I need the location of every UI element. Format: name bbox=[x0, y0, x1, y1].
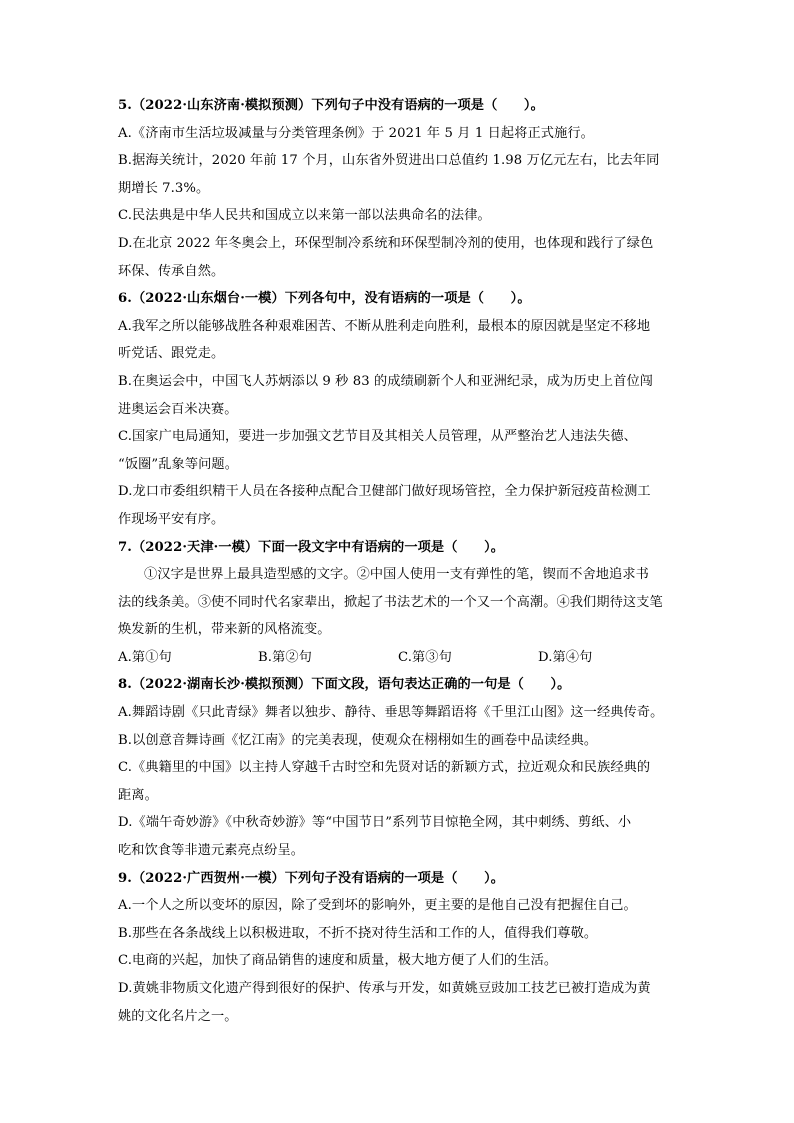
choice-a: A.第①句 bbox=[118, 649, 172, 665]
question-8 bbox=[118, 671, 678, 864]
option-line: C.电商的兴起，加快了商品销售的速度和质量，极大地方便了人们的生活。 bbox=[118, 953, 558, 969]
option-line: A.我军之所以能够战胜各种艰难困苦、不断从胜利走向胜利，最根本的原因就是坚定不移地 bbox=[118, 318, 651, 334]
passage-line: 焕发新的生机，带来新的风格流变。 bbox=[118, 622, 331, 638]
option-line: B.那些在各条战线上以积极进取，不折不挠对待生活和工作的人，值得我们尊敬。 bbox=[118, 925, 598, 941]
option-line: 吃和饮食等非遗元素亮点纷呈。 bbox=[118, 843, 305, 859]
option-line: 进奥运会百米决赛。 bbox=[118, 401, 238, 417]
option-line: C.国家广电局通知，要进一步加强文艺节目及其相关人员管理，从严整治艺人违法失德、 bbox=[118, 429, 637, 445]
question-title: 8.（2022·湖南长沙·模拟预测）下面文段，语句表达正确的一句是（ ）。 bbox=[118, 677, 571, 693]
option-line: A.舞蹈诗剧《只此青绿》舞者以独步、静待、垂思等舞蹈语将《千里江山图》这一经典传奇。 bbox=[118, 705, 664, 721]
option-line: B.在奥运会中，中国飞人苏炳添以 9 秒 83 的成绩刷新个人和亚洲纪录，成为历史上首位闯 bbox=[118, 373, 654, 389]
question-title: 6.（2022·山东烟台·一模）下列各句中，没有语病的一项是（ ）。 bbox=[118, 291, 531, 307]
option-line: 期增长 7.3%。 bbox=[118, 180, 210, 196]
question-6 bbox=[118, 285, 678, 533]
choice-b: B.第②句 bbox=[258, 649, 312, 665]
option-line: 听党话、跟党走。 bbox=[118, 346, 225, 362]
question-5 bbox=[118, 92, 678, 285]
question-title: 9.（2022·广西贺州·一模）下列句子没有语病的一项是（ ）。 bbox=[118, 870, 505, 886]
passage-line: 法的线条美。③使不同时代名家辈出，掀起了书法艺术的一个又一个高潮。④我们期待这支笔 bbox=[118, 594, 663, 610]
question-title: 5.（2022·山东济南·模拟预测）下列句子中没有语病的一项是（ ）。 bbox=[118, 98, 544, 113]
option-line: 距离。 bbox=[118, 787, 158, 803]
option-line: C.民法典是中华人民共和国成立以来第一部以法典命名的法律。 bbox=[118, 208, 491, 224]
passage-line: ①汉字是世界上最具造型感的文字。②中国人使用一支有弹性的笔，锲而不舍地追求书 bbox=[144, 567, 649, 583]
option-line: A.《济南市生活垃圾减量与分类管理条例》于 2021 年 5 月 1 日起将正式施行。 bbox=[118, 125, 594, 141]
option-line: C.《典籍里的中国》以主持人穿越千古时空和先贤对话的新颖方式，拉近观众和民族经典的 bbox=[118, 760, 651, 776]
option-line: B.以创意音舞诗画《忆江南》的完美表现，使观众在栩栩如生的画卷中品读经典。 bbox=[118, 732, 598, 748]
question-9 bbox=[118, 865, 678, 1031]
choice-d: D.第④句 bbox=[538, 649, 593, 665]
question-7 bbox=[118, 534, 678, 672]
option-line: D.在北京 2022 年冬奥会上，环保型制冷系统和环保型制冷剂的使用，也体现和践行了绿色 bbox=[118, 235, 654, 251]
option-line: B.据海关统计，2020 年前 17 个月，山东省外贸进出口总值约 1.98 万亿元左右，比去年同 bbox=[118, 153, 660, 169]
option-line: “饭圈”乱象等问题。 bbox=[118, 456, 238, 472]
document-page bbox=[118, 92, 678, 1030]
option-line: D.黄姚非物质文化遗产得到很好的保护、传承与开发，如黄姚豆豉加工技艺已被打造成为黄 bbox=[118, 981, 651, 996]
question-title: 7.（2022·天津·一模）下面一段文字中有语病的一项是（ ）。 bbox=[118, 539, 505, 555]
option-line: 环保、传承自然。 bbox=[118, 263, 225, 279]
option-line: D.《端午奇妙游》《中秋奇妙游》等“中国节日”系列节目惊艳全网，其中刺绣、剪纸、小 bbox=[118, 815, 632, 831]
option-line: 姚的文化名片之一。 bbox=[118, 1008, 238, 1024]
choice-c: C.第③句 bbox=[398, 649, 452, 665]
option-line: A.一个人之所以变坏的原因，除了受到坏的影响外，更主要的是他自己没有把握住自己。 bbox=[118, 898, 637, 914]
option-line: D.龙口市委组织精干人员在各接种点配合卫健部门做好现场管控，全力保护新冠疫苗检测工 bbox=[118, 484, 651, 500]
option-line: 作现场平安有序。 bbox=[118, 511, 225, 527]
choice-row bbox=[118, 644, 678, 672]
